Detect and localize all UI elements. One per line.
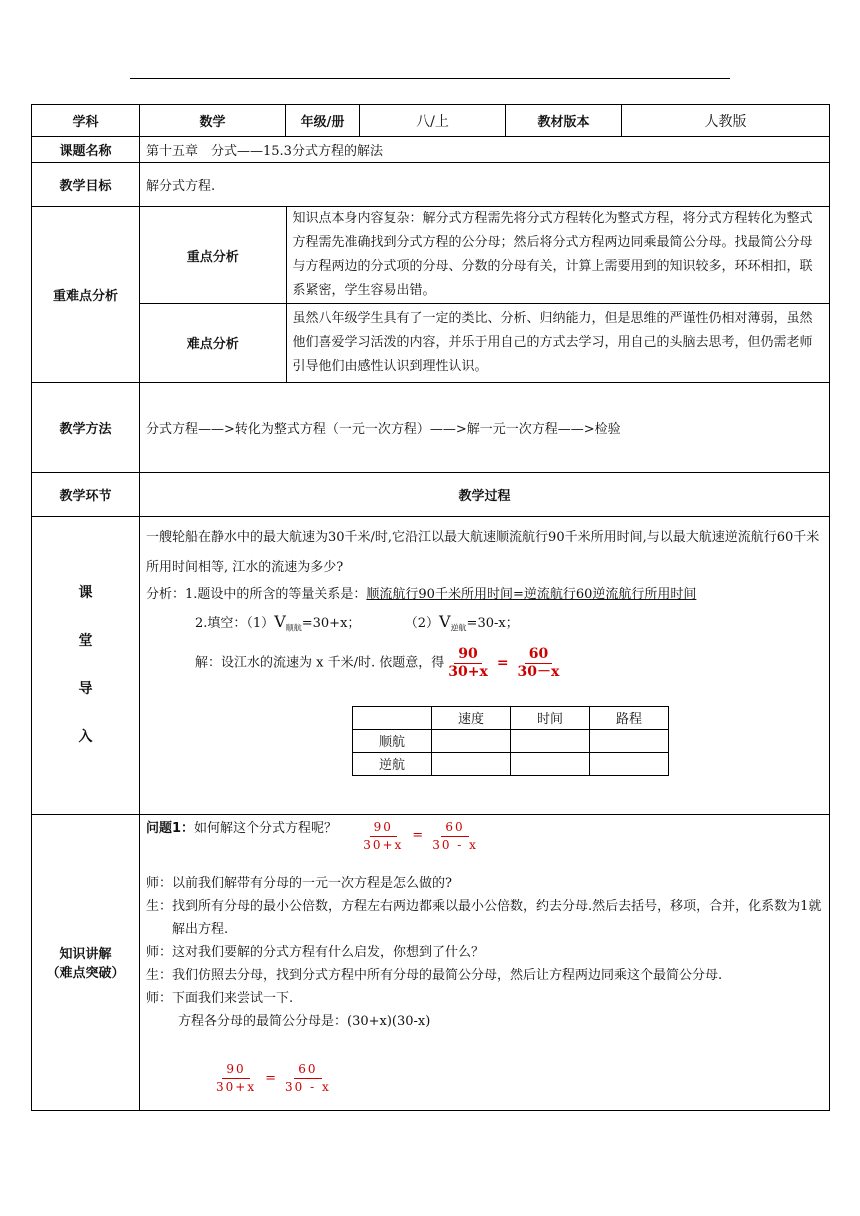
knowledge-content	[140, 814, 830, 1110]
intro-char-2: 堂	[78, 633, 93, 649]
numerator-left: 90	[454, 646, 481, 664]
edition-value: 人教版	[622, 105, 830, 137]
v-sub-downstream: 顺航	[285, 623, 302, 633]
b-denominator-right: 30 - x	[285, 1079, 331, 1094]
denominator-right: 30－x	[517, 663, 560, 680]
dialogue-line: 师：这对我们要解的分式方程有什么启发，你想到了什么？	[146, 944, 485, 960]
fill-item-2: （2）	[404, 615, 439, 631]
speed-table-header	[353, 706, 432, 729]
speed-table-cell	[511, 752, 590, 775]
dialogue-line: 生：我们仿照去分母，找到分式方程中所有分母的最简公分母，然后让方程两边同乘这个最简公分母.	[146, 967, 723, 983]
knowledge-label-line1: 知识讲解	[59, 947, 112, 962]
difficulty-label: 重难点分析	[32, 207, 140, 383]
process-label: 教学环节	[32, 472, 140, 516]
fill-prefix: 2.填空：（1）	[195, 615, 275, 631]
grade-label: 年级/册	[286, 105, 360, 137]
speed-table-header: 时间	[511, 706, 590, 729]
q-fraction-right	[428, 819, 482, 854]
q-denominator-left: 30+x	[363, 837, 404, 852]
question-fraction-equation	[359, 819, 482, 854]
problem-text: 一艘轮船在静水中的最大航速为30千米/时,它沿江以最大航速顺流航行90千米所用时间,与以最大航速逆流航行60千米所用时间相等, 江水的流速为多少?	[146, 529, 820, 575]
dialogue-line: 师：以前我们解带有分母的一元一次方程是怎么做的?	[146, 875, 452, 891]
hard-analysis-label: 难点分析	[140, 304, 286, 382]
speed-table-cell: 逆航	[353, 752, 432, 775]
v-downstream-value: =30+x；	[301, 615, 361, 631]
speed-table-cell	[432, 729, 511, 752]
speed-table-cell	[590, 752, 669, 775]
b-denominator-left: 30+x	[216, 1079, 257, 1094]
q-numerator-right: 60	[441, 819, 468, 837]
speed-table-header: 路程	[590, 706, 669, 729]
q-fraction-left	[359, 819, 407, 854]
goal-label: 教学目标	[32, 163, 140, 207]
bottom-fraction-equation	[146, 1061, 823, 1096]
numerator-right: 60	[525, 646, 552, 664]
fill-blank-line	[146, 607, 823, 644]
intro-label	[32, 516, 140, 814]
q-numerator-left: 90	[370, 819, 397, 837]
v-symbol-2: V	[438, 611, 451, 631]
question-1-text: 如何解这个分式方程呢？	[194, 820, 338, 836]
goal-value: 解分式方程.	[140, 163, 830, 207]
intro-char-4: 入	[78, 729, 93, 745]
key-analysis-text: 知识点本身内容复杂：解分式方程需先将分式方程转化为整式方程，将分式方程转化为整式方程需先准确找到分式方程的公分母；然后将分式方程两边同乘最简公分母。找最简公分母与方程两边的分式项的分母、分数的分母有关，计算上需要用到的知识较多，环环相扣，联系紧密，学生容易出错。	[286, 207, 829, 304]
method-label: 教学方法	[32, 382, 140, 472]
subject-label: 学科	[32, 105, 140, 137]
fraction-right	[514, 646, 564, 681]
speed-table-cell	[432, 752, 511, 775]
v-symbol-1: V	[274, 611, 286, 631]
equals-sign: =	[496, 655, 509, 672]
speed-table-header: 速度	[432, 706, 511, 729]
topic-label: 课题名称	[32, 137, 140, 163]
b-equals-sign: =	[265, 1070, 276, 1086]
q-denominator-right: 30 - x	[432, 837, 478, 852]
v-upstream-value: =30-x；	[466, 615, 519, 631]
method-value: 分式方程——>转化为整式方程（一元一次方程）——>解一元一次方程——>检验	[140, 382, 830, 472]
analysis-line	[146, 583, 823, 607]
knowledge-label-line2: （难点突破）	[46, 966, 125, 981]
solve-text: 解：设江水的流速为 x 千米/时. 依题意，得	[195, 655, 445, 671]
intro-char-1: 课	[78, 585, 93, 601]
solve-line	[146, 643, 823, 684]
b-numerator-right: 60	[294, 1061, 321, 1079]
q-equals-sign: =	[412, 828, 424, 843]
analysis-relation: 顺流航行90千米所用时间=逆流航行60逆流航行所用时间	[366, 586, 697, 602]
intro-char-3: 导	[78, 681, 93, 697]
b-fraction-right	[281, 1061, 335, 1096]
lcd-line: 方程各分母的最简公分母是：(30+x)(30-x)	[178, 1013, 431, 1029]
intro-content	[140, 516, 830, 814]
speed-table-cell: 顺航	[353, 729, 432, 752]
analysis-prefix: 分析：1.题设中的所含的等量关系是：	[146, 586, 367, 602]
v-sub-upstream: 逆航	[450, 623, 467, 633]
equation-underlined	[444, 643, 563, 684]
b-fraction-left	[212, 1061, 260, 1096]
knowledge-label	[32, 814, 140, 1110]
dialogue-line: 师：下面我们来尝试一下.	[146, 990, 294, 1006]
lesson-plan-table	[31, 104, 829, 1111]
process-value: 教学过程	[140, 472, 830, 516]
speed-table-cell	[511, 729, 590, 752]
speed-table-cell	[590, 729, 669, 752]
topic-value: 第十五章 分式——15.3分式方程的解法	[140, 137, 830, 163]
subject-value: 数学	[140, 105, 286, 137]
top-rule	[130, 78, 730, 79]
dialogue-line: 生：找到所有分母的最小公倍数，方程左右两边都乘以最小公倍数，约去分母.然后去括号，移项，合并，化系数为1就解出方程.	[146, 898, 822, 937]
grade-value: 八/上	[360, 105, 506, 137]
denominator-left: 30+x	[448, 663, 488, 680]
fraction-left	[444, 646, 492, 681]
question-1-label: 问题1：	[146, 820, 195, 836]
speed-table	[352, 706, 669, 776]
question-1	[146, 819, 823, 854]
hard-analysis-text: 虽然八年级学生具有了一定的类比、分析、归纳能力，但是思维的严谨性仍相对薄弱，虽然他们喜爱学习活泼的内容，并乐于用自己的方式去学习，用自己的头脑去思考，但仍需老师引导他们由感性认识到理性认识。	[286, 304, 829, 382]
edition-label: 教材版本	[506, 105, 622, 137]
key-analysis-label: 重点分析	[140, 207, 286, 304]
b-numerator-left: 90	[222, 1061, 249, 1079]
